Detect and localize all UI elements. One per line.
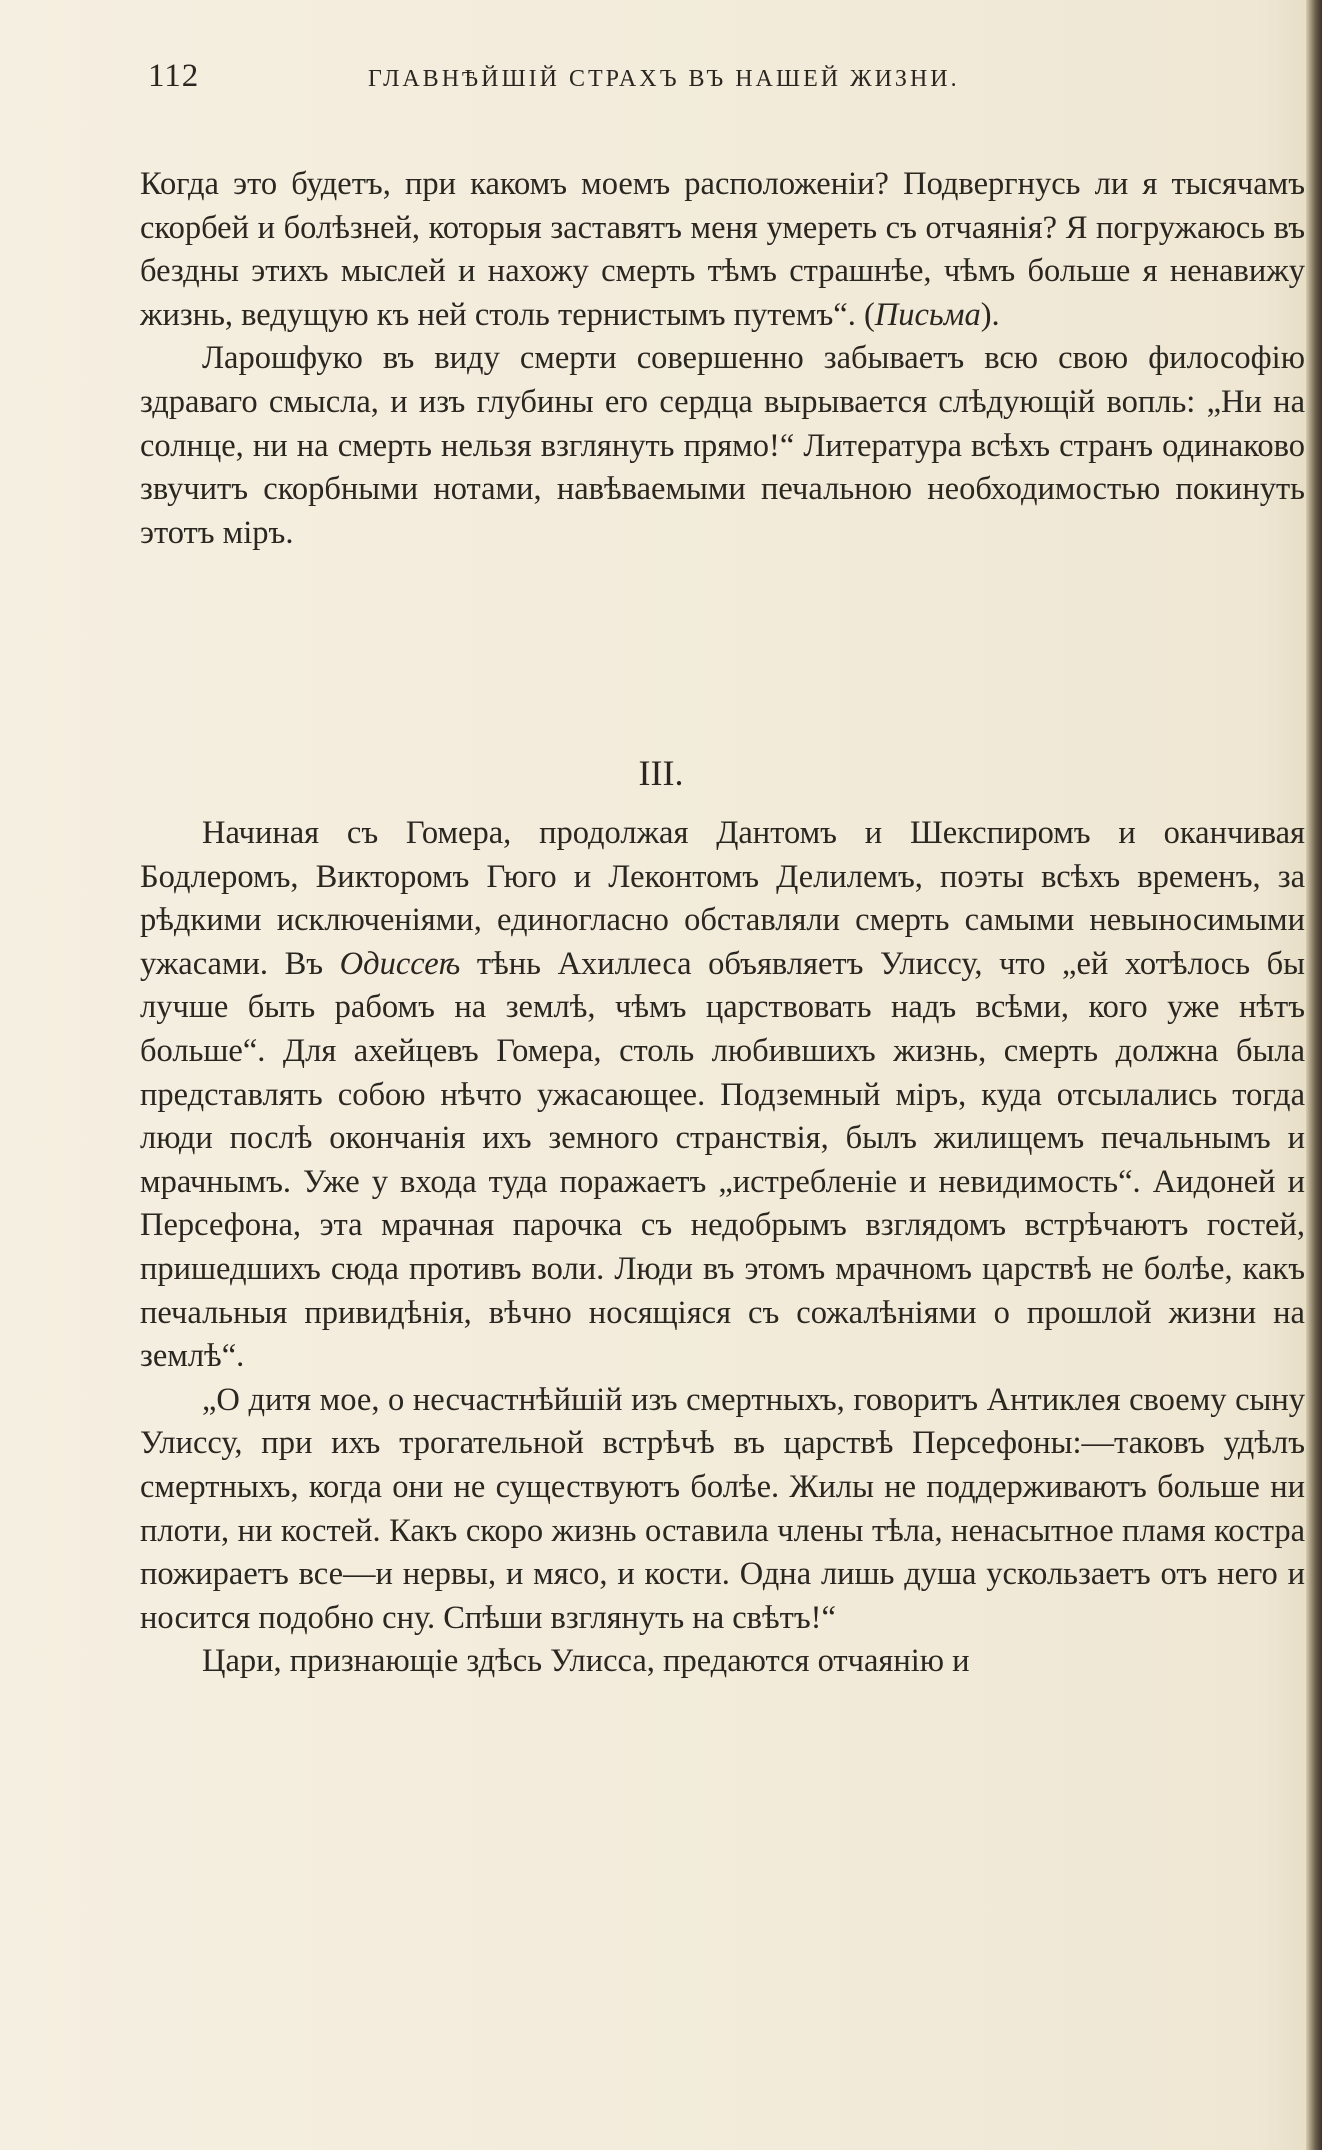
paragraph-text: Когда это будетъ, при какомъ моемъ расположеніи? Подвергнусь ли я тысячамъ скорбей и болѣзней, которыя заставятъ меня умереть съ отчаянія? Я погружаюсь въ бездны этихъ мыслей и нахожу смерть тѣмъ страшнѣе, чѣмъ больше я ненавижу жизнь, ведущую къ ней столь тернистымъ путемъ“. (	[140, 166, 1305, 333]
running-title: ГЛАВНѢЙШІЙ СТРАХЪ ВЪ НАШЕЙ ЖИЗНИ.	[368, 66, 960, 92]
text-block-upper	[140, 163, 1305, 555]
section-heading: III.	[638, 753, 684, 793]
paragraph-kings: Цари, признающіе здѣсь Улисса, предаются отчаянію и	[202, 1643, 970, 1680]
paragraph-text-end: ).	[980, 296, 1000, 333]
page-header	[148, 58, 1298, 108]
text-block-lower	[140, 812, 1305, 1684]
paragraph-anticleia: „О дитя мое, о несчастнѣйшій изъ смертныхъ, говоритъ Антиклея своему сыну Улиссу, при ихъ трогательной встрѣчѣ въ царствѣ Персефоны:—таковъ удѣлъ смертныхъ, когда они не существуютъ болѣе. Жилы не поддерживаютъ больше ни плоти, ни костей. Какъ скоро жизнь оставила члены тѣла, ненасытное пламя костра пожираетъ все—и нервы, и мясо, и кости. Одна лишь душа ускользаетъ отъ него и носится подобно сну. Спѣши взглянуть на свѣтъ!“	[140, 1381, 1305, 1636]
paragraph-letter-quote	[140, 163, 1305, 337]
paragraph-homer	[140, 812, 1305, 1379]
paragraph-text: Начиная съ Гомера, продолжая Дантомъ и Шекспиромъ и оканчивая Бодлеромъ, Викторомъ Гюго и Леконтомъ Делилемъ, поэты всѣхъ временъ, за рѣдкими исключеніями, единогласно обставляли смерть самыми невыносимыми ужасами. Въ	[140, 815, 1305, 982]
page-number: 112	[148, 58, 200, 94]
paragraph-text-end: тѣнь Ахиллеса объявляетъ Улиссу, что „ей хотѣлось бы лучше быть рабомъ на землѣ, чѣмъ царствовать надъ всѣми, кого уже нѣтъ больше“. Для ахейцевъ Гомера, столь любившихъ жизнь, смерть должна была представлять собою нѣчто ужасающее. Подземный міръ, куда отсылались тогда люди послѣ окончанія ихъ земного странствія, былъ жилищемъ печальнымъ и мрачнымъ. Уже у входа туда поражаетъ „истребленіе и невидимость“. Аидоней и Персефона, эта мрачная парочка съ недобрымъ взглядомъ встрѣчаютъ гостей, пришедшихъ сюда противъ воли. Люди въ этомъ мрачномъ царствѣ не болѣе, какъ печальныя привидѣнія, вѣчно носящіяся съ сожалѣніями о прошлой жизни на землѣ“.	[140, 945, 1305, 1375]
italic-source-title: Письма	[874, 296, 981, 333]
page-edge-shadow	[1306, 0, 1322, 2150]
paragraph-larochefoucauld: Ларошфуко въ виду смерти совершенно забываетъ всю свою философію здраваго смысла, и изъ глубины его сердца вырывается слѣдующій вопль: „Ни на солнце, ни на смерть нельзя взглянуть прямо!“ Литература всѣхъ странъ одинаково звучитъ скорбными нотами, навѣваемыми печальною необходимостью покинуть этотъ міръ.	[140, 340, 1305, 551]
italic-odyssey: Одиссеѣ	[339, 945, 461, 982]
